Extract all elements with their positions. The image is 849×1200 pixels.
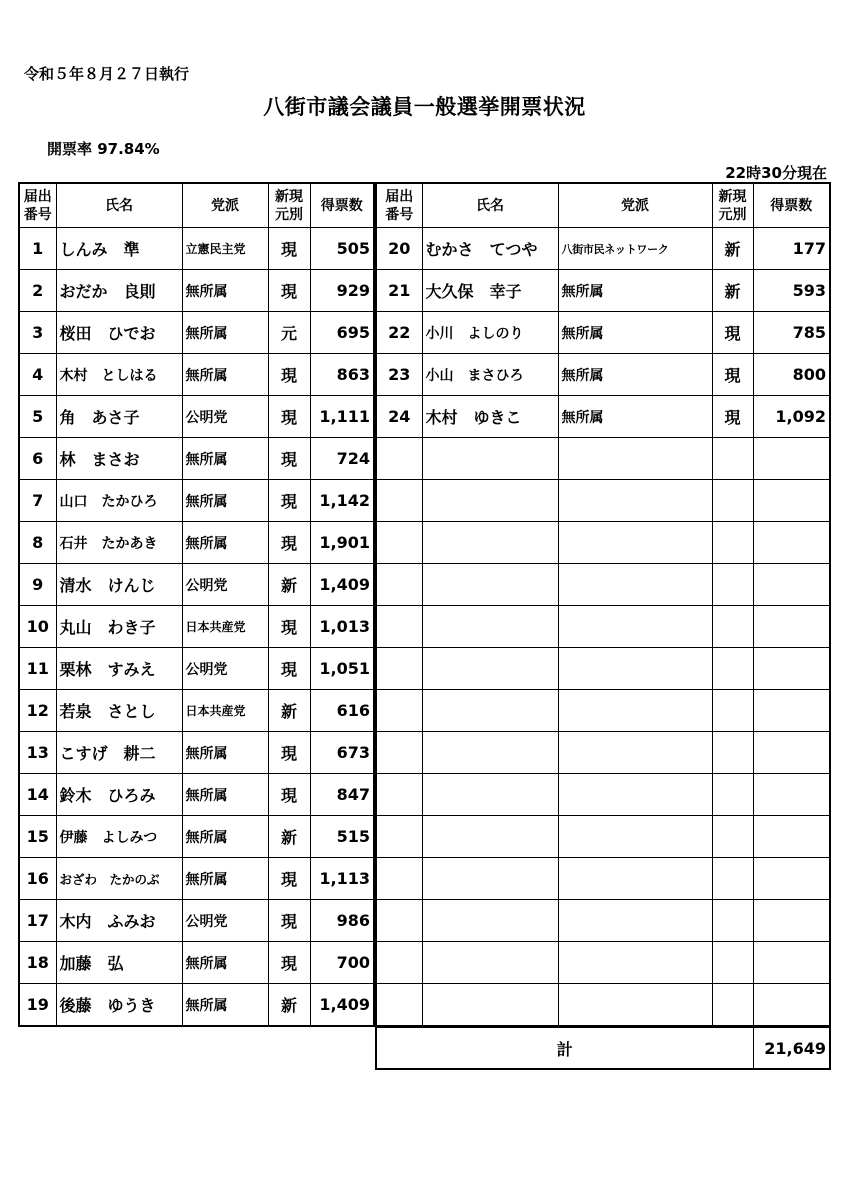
candidate-votes: 800 xyxy=(753,354,830,396)
col-header-votes: 得票数 xyxy=(310,183,374,228)
candidate-party: 無所属 xyxy=(182,354,268,396)
candidate-party xyxy=(558,816,712,858)
candidate-votes: 700 xyxy=(310,942,374,984)
candidate-number: 22 xyxy=(376,312,422,354)
candidate-name: 林 まさお xyxy=(56,438,182,480)
candidate-name xyxy=(422,522,558,564)
candidate-number: 12 xyxy=(19,690,56,732)
candidate-party: 無所属 xyxy=(558,270,712,312)
candidate-name: 山口 たかひろ xyxy=(56,480,182,522)
col-header-votes: 得票数 xyxy=(753,183,830,228)
candidate-votes: 986 xyxy=(310,900,374,942)
table-row xyxy=(376,816,830,858)
candidate-status: 現 xyxy=(268,522,310,564)
col-header-party: 党派 xyxy=(182,183,268,228)
total-label: 計 xyxy=(376,1027,753,1069)
candidate-party: 無所属 xyxy=(182,732,268,774)
table-row xyxy=(19,732,374,774)
col-header-party: 党派 xyxy=(558,183,712,228)
total-table xyxy=(375,1026,831,1070)
candidate-status: 現 xyxy=(268,732,310,774)
candidate-party xyxy=(558,606,712,648)
table-row xyxy=(376,690,830,732)
candidate-status xyxy=(712,690,753,732)
candidate-party: 無所属 xyxy=(182,312,268,354)
candidate-name xyxy=(422,564,558,606)
candidate-name: 木村 ゆきこ xyxy=(422,396,558,438)
page-title: 八街市議会議員一般選挙開票状況 xyxy=(263,95,586,119)
candidate-name: 小川 よしのり xyxy=(422,312,558,354)
candidate-party xyxy=(558,858,712,900)
candidate-votes xyxy=(753,942,830,984)
candidate-votes: 785 xyxy=(753,312,830,354)
candidate-status: 現 xyxy=(712,312,753,354)
as-of-time: 22時30分現在 xyxy=(725,164,827,182)
col-header-name: 氏名 xyxy=(422,183,558,228)
table-row xyxy=(376,270,830,312)
candidate-votes: 724 xyxy=(310,438,374,480)
candidate-name xyxy=(422,732,558,774)
candidate-status: 現 xyxy=(268,480,310,522)
candidate-status xyxy=(712,984,753,1027)
col-header-number xyxy=(376,183,422,228)
candidate-status: 新 xyxy=(712,228,753,270)
candidate-status: 現 xyxy=(268,438,310,480)
candidate-party xyxy=(558,900,712,942)
candidate-status xyxy=(712,774,753,816)
table-row xyxy=(376,354,830,396)
candidate-votes: 673 xyxy=(310,732,374,774)
candidate-name xyxy=(422,858,558,900)
candidate-name xyxy=(422,816,558,858)
candidate-votes xyxy=(753,480,830,522)
candidate-number xyxy=(376,480,422,522)
candidate-party: 日本共産党 xyxy=(182,690,268,732)
candidate-status: 新 xyxy=(268,564,310,606)
candidate-status: 現 xyxy=(268,900,310,942)
table-row xyxy=(19,858,374,900)
candidate-votes: 505 xyxy=(310,228,374,270)
candidate-name: おだか 良則 xyxy=(56,270,182,312)
election-date: 令和５年８月２７日執行 xyxy=(24,65,190,83)
candidate-number: 13 xyxy=(19,732,56,774)
candidate-votes: 1,051 xyxy=(310,648,374,690)
candidate-number: 18 xyxy=(19,942,56,984)
total-row xyxy=(376,1027,830,1069)
candidate-number xyxy=(376,732,422,774)
candidate-party: 無所属 xyxy=(182,774,268,816)
candidate-status xyxy=(712,732,753,774)
table-row xyxy=(376,228,830,270)
candidate-votes: 695 xyxy=(310,312,374,354)
candidate-votes xyxy=(753,438,830,480)
candidate-name: 角 あさ子 xyxy=(56,396,182,438)
candidate-party xyxy=(558,690,712,732)
candidate-votes xyxy=(753,858,830,900)
candidate-number: 24 xyxy=(376,396,422,438)
table-row xyxy=(19,564,374,606)
col-header-number-text: 届出 番号 xyxy=(23,188,52,223)
candidate-status: 新 xyxy=(712,270,753,312)
candidate-status: 現 xyxy=(268,774,310,816)
candidate-number xyxy=(376,816,422,858)
candidate-name xyxy=(422,774,558,816)
candidate-votes: 593 xyxy=(753,270,830,312)
col-header-status xyxy=(712,183,753,228)
candidate-status: 現 xyxy=(268,942,310,984)
candidate-status: 新 xyxy=(268,816,310,858)
candidate-number: 15 xyxy=(19,816,56,858)
candidate-party xyxy=(558,648,712,690)
total-value: 21,649 xyxy=(753,1027,830,1069)
candidate-votes xyxy=(753,564,830,606)
candidate-party: 無所属 xyxy=(558,312,712,354)
results-table-right xyxy=(375,182,831,1027)
table-row xyxy=(19,816,374,858)
candidate-number: 21 xyxy=(376,270,422,312)
candidate-name: 大久保 幸子 xyxy=(422,270,558,312)
candidate-name: 後藤 ゆうき xyxy=(56,984,182,1027)
candidate-votes xyxy=(753,690,830,732)
candidate-number: 3 xyxy=(19,312,56,354)
table-row xyxy=(19,270,374,312)
candidate-status: 現 xyxy=(268,270,310,312)
candidate-name: おざわ たかのぶ xyxy=(56,858,182,900)
table-row xyxy=(19,690,374,732)
candidate-party xyxy=(558,564,712,606)
candidate-party xyxy=(558,942,712,984)
table-row xyxy=(19,648,374,690)
candidate-number: 1 xyxy=(19,228,56,270)
candidate-number: 20 xyxy=(376,228,422,270)
candidate-name xyxy=(422,984,558,1027)
candidate-party xyxy=(558,732,712,774)
table-row xyxy=(376,774,830,816)
candidate-votes xyxy=(753,900,830,942)
candidate-status xyxy=(712,648,753,690)
candidate-status: 新 xyxy=(268,690,310,732)
candidate-votes: 1,901 xyxy=(310,522,374,564)
table-row xyxy=(19,438,374,480)
table-header-row xyxy=(376,183,830,228)
candidate-party xyxy=(558,984,712,1027)
candidate-status: 現 xyxy=(268,396,310,438)
col-header-status xyxy=(268,183,310,228)
candidate-party: 無所属 xyxy=(182,480,268,522)
candidate-name xyxy=(422,690,558,732)
candidate-status: 現 xyxy=(268,858,310,900)
candidate-votes xyxy=(753,606,830,648)
table-row xyxy=(376,984,830,1027)
table-row xyxy=(376,606,830,648)
candidate-name: 木内 ふみお xyxy=(56,900,182,942)
table-header-row xyxy=(19,183,374,228)
candidate-votes xyxy=(753,984,830,1027)
table-row xyxy=(376,900,830,942)
candidate-name: こすげ 耕二 xyxy=(56,732,182,774)
table-row xyxy=(19,606,374,648)
candidate-status: 現 xyxy=(268,606,310,648)
candidate-status xyxy=(712,606,753,648)
table-row xyxy=(19,228,374,270)
candidate-number: 6 xyxy=(19,438,56,480)
candidate-votes xyxy=(753,522,830,564)
candidate-party: 無所属 xyxy=(182,438,268,480)
candidate-status: 新 xyxy=(268,984,310,1027)
candidate-party: 公明党 xyxy=(182,396,268,438)
table-row xyxy=(19,312,374,354)
col-header-number xyxy=(19,183,56,228)
table-row xyxy=(19,984,374,1027)
candidate-votes: 1,111 xyxy=(310,396,374,438)
candidate-party: 無所属 xyxy=(182,984,268,1027)
col-header-number-text: 届出 番号 xyxy=(385,188,414,223)
candidate-number: 14 xyxy=(19,774,56,816)
candidate-number: 11 xyxy=(19,648,56,690)
candidate-name: むかさ てつや xyxy=(422,228,558,270)
candidate-name: 栗林 すみえ xyxy=(56,648,182,690)
table-row xyxy=(19,522,374,564)
candidate-party: 公明党 xyxy=(182,564,268,606)
candidate-number xyxy=(376,984,422,1027)
candidate-votes: 847 xyxy=(310,774,374,816)
candidate-name: 加藤 弘 xyxy=(56,942,182,984)
candidate-number: 5 xyxy=(19,396,56,438)
candidate-name: 丸山 わき子 xyxy=(56,606,182,648)
candidate-votes: 515 xyxy=(310,816,374,858)
candidate-name: 伊藤 よしみつ xyxy=(56,816,182,858)
table-row xyxy=(376,480,830,522)
candidate-name xyxy=(422,480,558,522)
candidate-number: 10 xyxy=(19,606,56,648)
candidate-status xyxy=(712,858,753,900)
candidate-party: 無所属 xyxy=(558,396,712,438)
candidate-name: 清水 けんじ xyxy=(56,564,182,606)
candidate-status xyxy=(712,480,753,522)
candidate-party: 立憲民主党 xyxy=(182,228,268,270)
candidate-status xyxy=(712,522,753,564)
table-row xyxy=(376,522,830,564)
candidate-name: 木村 としはる xyxy=(56,354,182,396)
candidate-status xyxy=(712,900,753,942)
col-header-status-text: 新現 元別 xyxy=(275,188,303,223)
candidate-number xyxy=(376,522,422,564)
candidate-votes: 616 xyxy=(310,690,374,732)
candidate-votes: 929 xyxy=(310,270,374,312)
table-row xyxy=(376,942,830,984)
candidate-name: 若泉 さとし xyxy=(56,690,182,732)
candidate-number xyxy=(376,900,422,942)
candidate-status xyxy=(712,816,753,858)
candidate-votes xyxy=(753,732,830,774)
candidate-number: 2 xyxy=(19,270,56,312)
candidate-status: 現 xyxy=(268,648,310,690)
candidate-status xyxy=(712,438,753,480)
candidate-party: 無所属 xyxy=(182,858,268,900)
col-header-status-text: 新現 元別 xyxy=(718,188,747,223)
candidate-party xyxy=(558,480,712,522)
col-header-name: 氏名 xyxy=(56,183,182,228)
table-row xyxy=(19,900,374,942)
candidate-number: 4 xyxy=(19,354,56,396)
table-row xyxy=(376,648,830,690)
candidate-status xyxy=(712,564,753,606)
candidate-number xyxy=(376,942,422,984)
table-row xyxy=(19,354,374,396)
candidate-status: 現 xyxy=(268,228,310,270)
candidate-votes: 1,409 xyxy=(310,564,374,606)
candidate-party: 公明党 xyxy=(182,900,268,942)
candidate-status: 現 xyxy=(268,354,310,396)
candidate-name: 桜田 ひでお xyxy=(56,312,182,354)
candidate-number: 8 xyxy=(19,522,56,564)
candidate-name: しんみ 準 xyxy=(56,228,182,270)
candidate-status: 現 xyxy=(712,396,753,438)
candidate-name: 小山 まさひろ xyxy=(422,354,558,396)
candidate-number xyxy=(376,606,422,648)
candidate-number: 17 xyxy=(19,900,56,942)
candidate-name: 鈴木 ひろみ xyxy=(56,774,182,816)
candidate-votes: 1,409 xyxy=(310,984,374,1027)
counting-rate: 開票率 97.84% xyxy=(47,140,160,158)
candidate-party: 無所属 xyxy=(558,354,712,396)
candidate-votes: 1,092 xyxy=(753,396,830,438)
candidate-number: 7 xyxy=(19,480,56,522)
table-row xyxy=(376,396,830,438)
candidate-name xyxy=(422,942,558,984)
candidate-party xyxy=(558,774,712,816)
candidate-votes: 1,013 xyxy=(310,606,374,648)
candidate-party: 日本共産党 xyxy=(182,606,268,648)
candidate-party: 公明党 xyxy=(182,648,268,690)
candidate-party xyxy=(558,438,712,480)
table-row xyxy=(19,942,374,984)
candidate-number: 16 xyxy=(19,858,56,900)
table-row xyxy=(376,732,830,774)
candidate-number: 23 xyxy=(376,354,422,396)
candidate-name: 石井 たかあき xyxy=(56,522,182,564)
candidate-votes xyxy=(753,774,830,816)
candidate-number xyxy=(376,564,422,606)
candidate-number xyxy=(376,438,422,480)
table-row xyxy=(376,312,830,354)
table-row xyxy=(19,774,374,816)
candidate-name xyxy=(422,606,558,648)
candidate-party: 無所属 xyxy=(182,270,268,312)
candidate-status xyxy=(712,942,753,984)
candidate-number xyxy=(376,858,422,900)
candidate-party: 八街市民ネットワーク xyxy=(558,228,712,270)
candidate-number: 9 xyxy=(19,564,56,606)
table-row xyxy=(376,564,830,606)
candidate-number xyxy=(376,774,422,816)
candidate-votes xyxy=(753,648,830,690)
table-row xyxy=(19,480,374,522)
candidate-party: 無所属 xyxy=(182,522,268,564)
candidate-votes: 1,113 xyxy=(310,858,374,900)
table-row xyxy=(19,396,374,438)
candidate-name xyxy=(422,648,558,690)
candidate-party: 無所属 xyxy=(182,942,268,984)
candidate-status: 現 xyxy=(712,354,753,396)
candidate-votes: 863 xyxy=(310,354,374,396)
candidate-votes: 177 xyxy=(753,228,830,270)
candidate-name xyxy=(422,900,558,942)
candidate-number xyxy=(376,690,422,732)
candidate-votes xyxy=(753,816,830,858)
candidate-number xyxy=(376,648,422,690)
candidate-status: 元 xyxy=(268,312,310,354)
candidate-name xyxy=(422,438,558,480)
candidate-party: 無所属 xyxy=(182,816,268,858)
table-row xyxy=(376,858,830,900)
candidate-votes: 1,142 xyxy=(310,480,374,522)
table-row xyxy=(376,438,830,480)
candidate-number: 19 xyxy=(19,984,56,1027)
candidate-party xyxy=(558,522,712,564)
results-table-left xyxy=(18,182,375,1027)
